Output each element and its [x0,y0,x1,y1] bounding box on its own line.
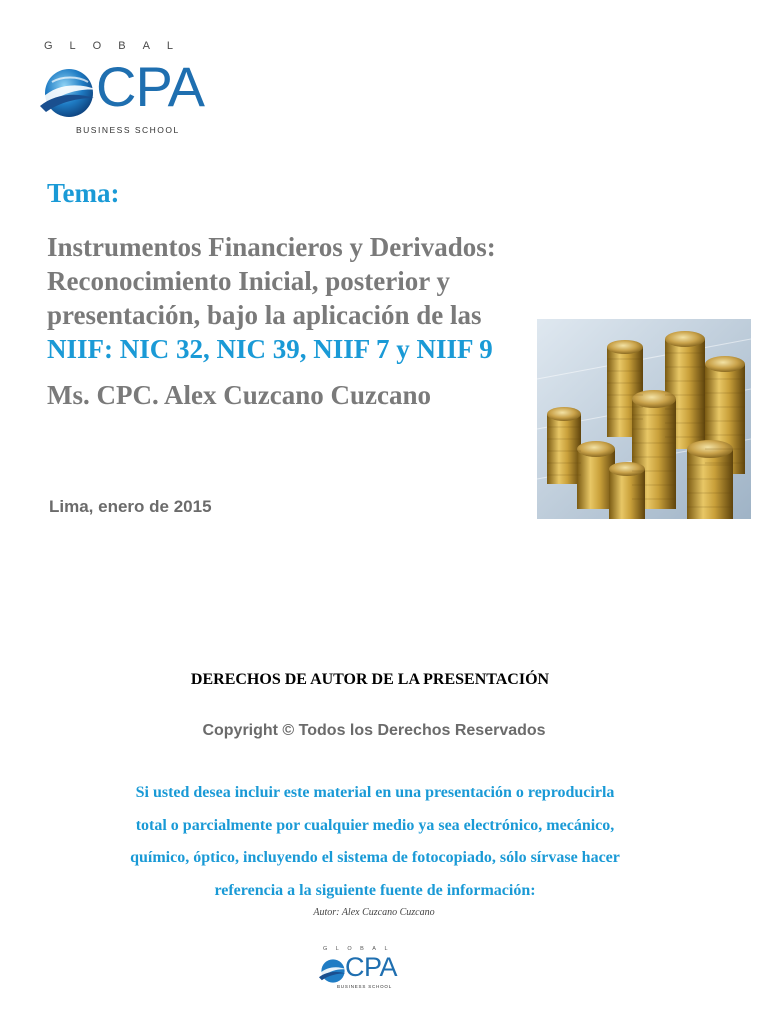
logo-business-school-text: BUSINESS SCHOOL [337,984,393,989]
notice-line: químico, óptico, incluyendo el sistema de fotocopiado, sólo sírvase hacer [130,849,620,866]
globe-icon [38,62,100,124]
logo-cpa-text: CPA [96,55,204,118]
global-cpa-logo [38,40,218,140]
notice-line: referencia a la siguiente fuente de información: [214,881,536,899]
logo-cpa-text: CPA [345,952,398,982]
notice-line: total o parcialmente por cualquier medio ya sea electrónico, mecánico, [135,816,615,834]
logo-global-text: GLOBAL [323,946,397,952]
gold-coins-image [537,319,751,519]
title-line: Reconocimiento Inicial, posterior y [47,266,450,296]
global-cpa-logo-small [318,946,418,992]
author-credit: Autor: Alex Cuzcano Cuzcano [313,907,435,918]
place-date: Lima, enero de 2015 [49,497,212,516]
author-name: Ms. CPC. Alex Cuzcano Cuzcano [47,380,431,410]
copyright-notice: Copyright © Todos los Derechos Reservados [202,722,546,739]
logo-business-school-text: BUSINESS SCHOOL [76,125,180,135]
title-line: Instrumentos Financieros y Derivados: [47,232,496,262]
copyright-heading: DERECHOS DE AUTOR DE LA PRESENTACIÓN [190,671,550,688]
topic-label: Tema: [47,178,120,208]
title-line: presentación, bajo la aplicación de las [47,300,482,330]
title-standards-line: NIIF: NIC 32, NIC 39, NIIF 7 y NIIF 9 [47,334,493,364]
notice-line: Si usted desea incluir este material en una presentación o reproducirla [135,784,615,801]
logo-global-text: GLOBAL [44,40,191,52]
document-title [47,230,537,366]
usage-notice [60,777,690,907]
globe-icon [318,956,348,986]
